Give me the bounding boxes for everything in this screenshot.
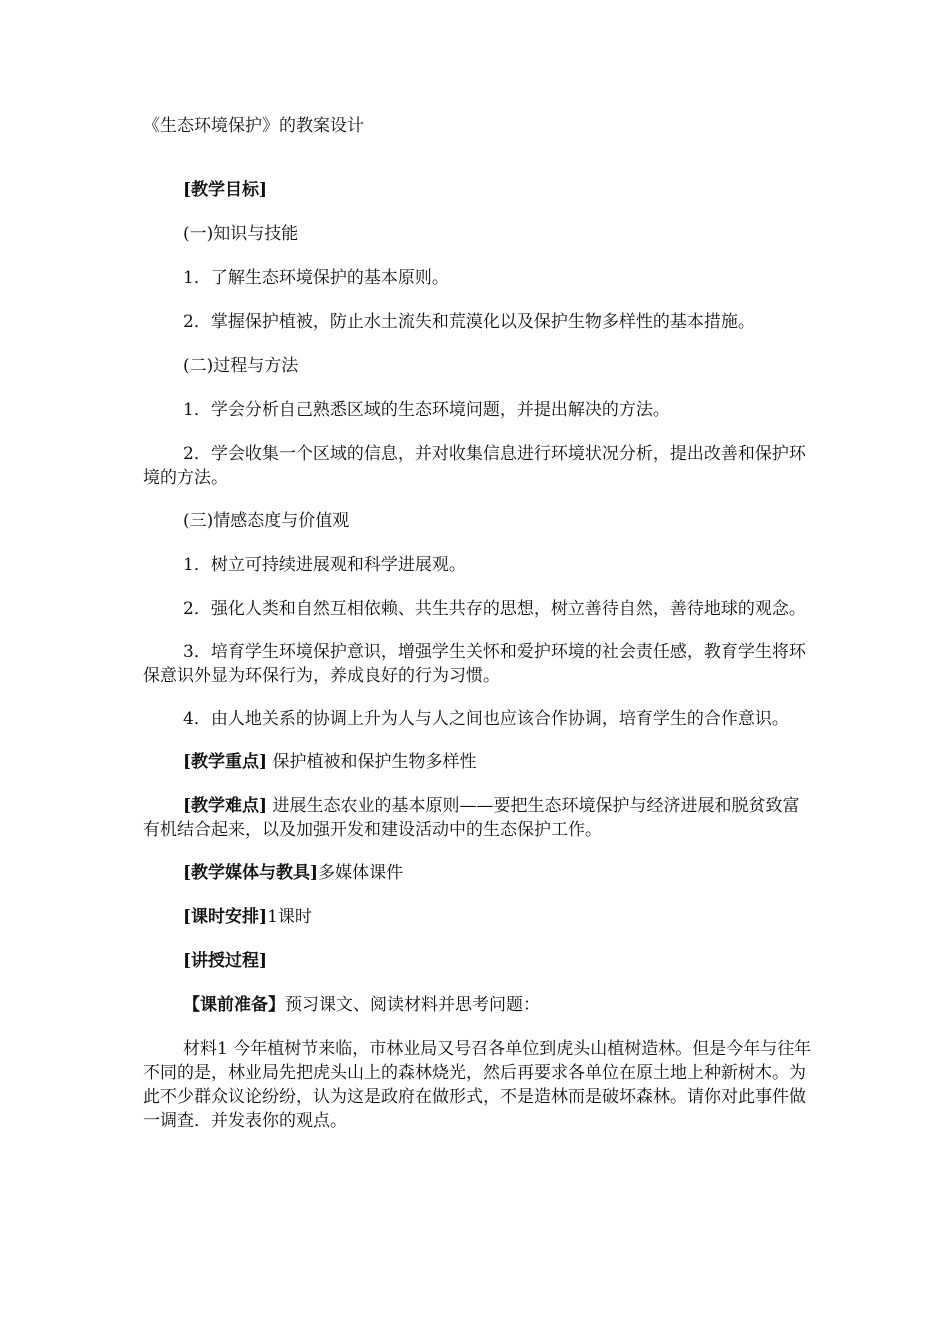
emotion-item-3: 3．培育学生环境保护意识，增强学生关怀和爱护环境的社会责任感，教育学生将环保意识外显为环保行为，养成良好的行为习惯。 (143, 642, 806, 686)
process-item-2: 2．学会收集一个区域的信息，并对收集信息进行环境状况分析，提出改善和保护环境的方法。 (143, 444, 806, 488)
teaching-key-points (143, 750, 813, 774)
document-body (143, 178, 813, 1153)
emotion-values-heading: (三)情感态度与价值观 (183, 511, 350, 531)
material-1: 材料1 今年植树节来临，市林业局又号召各单位到虎头山植树造林。但是今年与往年不同的是，林业局先把虎头山上的森林烧光，然后再要求各单位在原土地上种新树木。为此不少群众议论纷纷，认为这是政府在做形式，不是造林而是破坏森林。请你对此事件做一调查．并发表你的观点。 (143, 1039, 812, 1131)
key-label: [教学重点] (183, 752, 268, 772)
media-label: [教学媒体与教具] (183, 863, 319, 883)
knowledge-item-2: 2．掌握保护植被，防止水土流失和荒漠化以及保护生物多样性的基本措施。 (183, 312, 755, 332)
difficulty-label: [教学难点] (183, 796, 268, 816)
emotion-item-2: 2．强化人类和自然互相依赖、共生共存的思想，树立善待自然，善待地球的观念。 (183, 599, 806, 619)
key-text: 保护植被和保护生物多样性 (267, 752, 477, 772)
prep-text: 预习课文、阅读材料并思考问题： (285, 995, 540, 1015)
schedule-label: [课时安排] (183, 907, 268, 927)
class-schedule (143, 905, 813, 929)
teaching-media (143, 861, 813, 885)
teaching-goal-heading: [教学目标] (183, 180, 268, 200)
emotion-item-1: 1．树立可持续进展观和科学进展观。 (183, 555, 466, 575)
teaching-difficulties (143, 794, 813, 842)
pre-class-preparation (143, 993, 813, 1017)
process-item-1: 1．学会分析自己熟悉区域的生态环境问题，并提出解决的方法。 (183, 400, 670, 420)
knowledge-item-1: 1．了解生态环境保护的基本原则。 (183, 268, 449, 288)
knowledge-skills-heading: (一)知识与技能 (183, 224, 299, 244)
media-text: 多媒体课件 (318, 863, 404, 883)
teaching-process-heading: [讲授过程] (183, 951, 268, 971)
schedule-text: 1课时 (267, 907, 312, 927)
process-method-heading: (二)过程与方法 (183, 356, 299, 376)
prep-label: 【课前准备】 (183, 995, 285, 1015)
document-title: 《生态环境保护》的教案设计 (143, 116, 364, 136)
difficulty-text: 进展生态农业的基本原则——要把生态环境保护与经济进展和脱贫致富有机结合起来，以及加强开发和建设活动中的生态保护工作。 (143, 796, 800, 840)
emotion-item-4: 4．由人地关系的协调上升为人与人之间也应该合作协调，培育学生的合作意识。 (183, 709, 789, 729)
